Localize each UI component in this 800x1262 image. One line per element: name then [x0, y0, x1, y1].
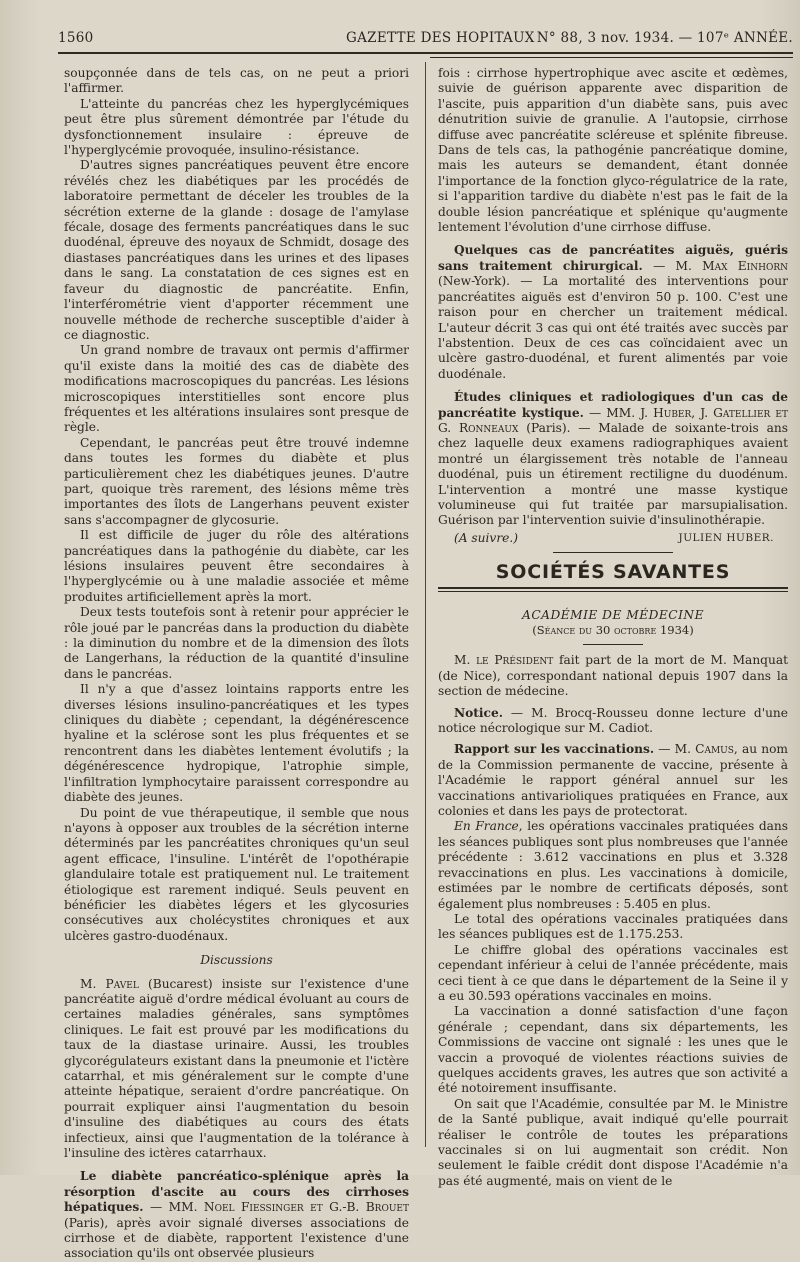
header-rule — [58, 52, 793, 54]
notice-title: Notice. — [454, 705, 503, 720]
academy-heading: ACADÉMIE DE MÉDECINE — [522, 607, 704, 622]
article-authors: — MM. J. Huber, J. Gatellier et G. Ronneaux — [438, 405, 788, 435]
session-text: fait part de la mort de M. Manquat (de Nice), correspondant national depuis 1907 dans la section de médecine. — [438, 653, 788, 699]
discussion-paragraph — [64, 977, 409, 1162]
session-paragraph — [438, 819, 788, 911]
session-paragraph: On sait que l'Académie, consultée par M. le Ministre de la Santé publique, avait indiqué qu'elle pourrait réaliser le contrôle de toutes les préparations vaccinales si on lui augmentait son crédit. Non seulement le faible crédit dont dispose l'Académie n'a pas été augmenté, mais on vient de le — [438, 1096, 788, 1188]
section-title: SOCIÉTÉS SAVANTES — [495, 561, 731, 584]
discussions-heading: Discussions — [200, 953, 273, 968]
paragraph: L'atteinte du pancréas chez les hyperglycémiques peut être plus sûrement démontrée par l'étude du dysfonctionnement insulaire : épreuve de l'hyperglycémie provoquée, insulino-résistance. — [64, 96, 409, 158]
session-paragraph: La vaccination a donné satisfaction d'une façon générale ; cependant, dans six départements, les Commissions de vaccine ont signalé : les unes que le vaccin a provoqué de violentes réactions suivies de quelques accidents graves, les autres que son activité a été notoirement insuffisante. — [438, 1004, 788, 1096]
page-header — [58, 30, 793, 50]
article-paragraph — [64, 1169, 409, 1261]
right-column — [438, 66, 788, 1189]
report-title: Rapport sur les vaccinations. — [454, 742, 655, 757]
article-title: Le diabète pancréatico-splénique après la résorption d'ascite au cours des cirrhoses hépatiques. — [64, 1169, 409, 1215]
article-paragraph — [438, 390, 788, 529]
president-label: M. le Président — [454, 653, 554, 668]
paragraph: Il n'y a que d'assez lointains rapports entre les diverses lésions insulino-pancréatiques et les types cliniques du diabète ; cependant, la dégénérescence hyaline et la sclérose sont les plus fréquentes et se rencontrent dans les diabètes lentement évolutifs ; la dégénérescence hydropique, l'atrophie simple, l'infiltration lymphocytaire paraissent correspondre au diabète des jeunes. — [64, 682, 409, 805]
article-paragraph — [438, 243, 788, 382]
article-author: — M. Max Einhorn — [642, 258, 788, 273]
article-text: (New-York). — La mortalité des interventions pour pancréatites aiguës est d'environ 50 p. 100. C'est une raison pour en chercher un traitement médical. L'auteur décrit 3 cas qui ont été traités avec succès par l'abstention. Deux de ces cas coïncidaient avec un ulcère gastro-duodénal, et furent alimentés par voie duodénale. — [438, 274, 788, 381]
column-divider — [425, 62, 426, 1147]
section-rule — [438, 587, 788, 589]
paragraph: D'autres signes pancréatiques peuvent être encore révélés chez les diabétiques par les procédés de laboratoire permettant de déceler les troubles de la sécrétion externe de la glande : dosage de l'amylase fécale, dosage des ferments pancréatiques dans le suc duodénal, épreuve des noyaux de Schmidt, dosage des diastases pancréatiques dans les urines et des lipases dans le sang. La constatation de ces signes est en faveur du diagnostic de pancréatite. Enfin, l'interférométrie vient d'apporter récemment une nouvelle méthode de recherche susceptible d'aider à ce diagnostic. — [64, 158, 409, 342]
session-paragraph: Le chiffre global des opérations vaccinales est cependant inférieur à celui de l'année précédente, mais ceci tient à ce que dans le département de la Seine il y a eu 30.593 opérations vaccinales en moins. — [438, 942, 788, 1003]
paragraph: fois : cirrhose hypertrophique avec ascite et œdèmes, suivie de guérison apparente avec disparition de l'ascite, puis apparition d'un diabète sans, puis avec dénutrition suivie de granulie. A l'autopsie, cirrhose diffuse avec pancréatite scléreuse et splénite fibreuse. Dans de tels cas, la pathogénie pancréatique domine, mais les auteurs se demandent, étant donnée l'importance de la fonction glyco-régulatrice de la rate, si l'apparition tardive du diabète n'est pas le fait de la double lésion pancréatique et splénique qu'augmente lentement l'évolution d'une cirrhose diffuse. — [438, 66, 788, 235]
session-paragraph — [438, 742, 788, 819]
short-rule — [553, 552, 673, 553]
session-date: (Séance du 30 octobre 1934) — [532, 623, 694, 637]
article-text: (Paris). — Malade de soixante-trois ans chez laquelle deux examens radiographiques avaient montré un élargissement très notable de l'anneau duodénal, puis un étirement rectiligne du duodénum. L'intervention a montré une masse kystique volumineuse qui fut traitée par marsupialisation. Guérison par l'intervention suivie d'insulinothérapie. — [438, 420, 788, 528]
session-text: , les opérations vaccinales pratiquées dans les séances publiques sont plus nombreuses que l'année précédente : 3.612 vaccinations en plus et 3.328 revaccinations en plus. Les vaccinations à domicile, estimées par le nombre de certificats déposés, sont également plus nombreuses : 5.405 en plus. — [438, 819, 788, 911]
short-rule — [583, 644, 643, 645]
report-author: — M. Camus — [654, 742, 734, 757]
section-rule-thin — [438, 591, 788, 592]
paragraph: Cependant, le pancréas peut être trouvé indemne dans toutes les formes du diabète et plus particulièrement chez les diabétiques jeunes. D'autre part, quoique très rarement, des lésions même très importantes des îlots de Langerhans peuvent exister sans s'accompagner de glycosurie. — [64, 435, 409, 527]
discussion-text: (Bucarest) insiste sur l'existence d'une pancréatite aiguë d'ordre médical évoluant au cours de certaines maladies générales, sans symptômes cliniques. Le fait est prouvé par les modifications du taux de la diastase urinaire. Aussi, les troubles glycorégulateurs existant dans la pneumonie et l'ictère catarrhal, et mis généralement sur le compte d'une atteinte hépatique, seraient d'ordre pancréatique. On pourrait expliquer ainsi l'augmentation du besoin d'insuline des diabétiques au cours des états infectieux, ainsi que l'augmentation de la tolérance à l'insuline des ictères catarrhaux. — [64, 976, 409, 1161]
left-column — [64, 66, 409, 1262]
session-text: — M. Brocq-Rousseu donne lecture d'une notice nécrologique sur M. Cadiot. — [438, 705, 788, 736]
issue-info: N° 88, 3 nov. 1934. — 107ᵉ ANNÉE. — [536, 30, 793, 46]
author-signature: JULIEN HUBER. — [678, 531, 774, 544]
paragraph: Il est difficile de juger du rôle des altérations pancréatiques dans la pathogénie du diabète, car les lésions insulaires peuvent être secondaires à l'hyperglycémie ou à une maladie associée et même produites artificiellement après la mort. — [64, 528, 409, 604]
speaker-name: M. Pavel — [80, 976, 139, 991]
lead-phrase: En France — [454, 819, 519, 834]
article-title: Quelques cas de pancréatites aiguës, guéris sans traitement chirurgical. — [438, 243, 788, 273]
article-text: (Paris), après avoir signalé diverses associations de cirrhose et de diabète, rapportent l'existence d'une association qu'ils ont observée plusieurs — [64, 1215, 409, 1261]
signature-line — [438, 531, 788, 546]
session-paragraph — [438, 653, 788, 699]
session-paragraph: Le total des opérations vaccinales pratiquées dans les séances publiques est de 1.175.253. — [438, 911, 788, 942]
to-be-continued: (A suivre.) — [454, 530, 518, 545]
session-text: , au nom de la Commission permanente de vaccine, présente à l'Académie le rapport général annuel sur les vaccinations antivarioliques pratiquées en France, aux colonies et dans les pays de protectorat. — [438, 742, 788, 819]
paragraph: Deux tests toutefois sont à retenir pour apprécier le rôle joué par le pancréas dans la production du diabète : la diminution du nombre et de la dimension des îlots de Langerhans, la réduction de la quantité d'insuline dans le pancréas. — [64, 605, 409, 681]
page-number: 1560 — [58, 30, 94, 46]
paragraph: soupçonnée dans de tels cas, on ne peut a priori l'affirmer. — [64, 66, 409, 96]
session-paragraph — [438, 706, 788, 737]
article-title: Études cliniques et radiologiques d'un cas de pancréatite kystique. — [438, 390, 788, 420]
paragraph: Du point de vue thérapeutique, il semble que nous n'ayons à opposer aux troubles de la sécrétion interne déterminés par les pancréatites chroniques qu'un seul agent efficace, l'insuline. L'intérêt de l'opothérapie glandulaire totale est pratiquement nul. Le traitement étiologique est rarement indiqué. Seuls peuvent en bénéficier les diabètes légers et les glycosuries consécutives aux cholécystites chroniques et aux ulcères gastro-duodénaux. — [64, 805, 409, 943]
article-authors: — MM. Noel Fiessinger et G.-B. Brouet — [143, 1200, 409, 1215]
paragraph: Un grand nombre de travaux ont permis d'affirmer qu'il existe dans la moitié des cas de diabète des modifications macroscopiques du pancréas. Les lésions microscopiques interstitielles sont encore plus fréquentes et les altérations insulaires sont presque de règle. — [64, 343, 409, 435]
journal-title: GAZETTE DES HOPITAUX — [346, 30, 535, 46]
header-rule-secondary — [430, 57, 793, 58]
